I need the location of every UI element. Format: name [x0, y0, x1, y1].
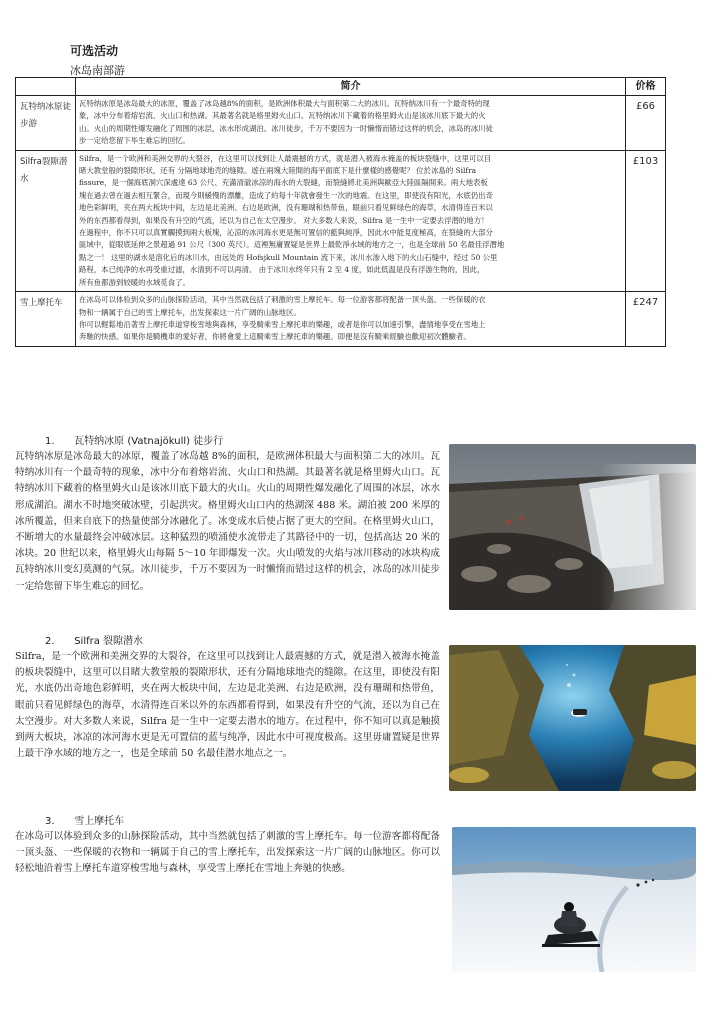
section-number: 2. — [45, 636, 55, 647]
section-number: 1. — [45, 436, 55, 447]
table-row — [16, 150, 666, 291]
section-silfra-diving — [15, 632, 440, 762]
table-row — [16, 292, 666, 347]
page-title: 可选活动 — [70, 44, 119, 58]
section-text: 在冰岛可以体验到众多的山脉探险活动，其中当然就包括了刺激的雪上摩托车。每一位游客都将配备一顶头盔、一些保暖的衣物和一辆属于自己的雪上摩托车，出发探索这一片广阔的山脉地区。你可以轻松地沿着雪上摩托车道穿梭雪地与森林，享受雪上摩托在雪地上奔驰的快感。 — [15, 831, 440, 875]
activity-name: 瓦特纳冰原徒步游 — [16, 96, 76, 151]
waterfall-photo — [449, 444, 696, 610]
snowmobile-photo — [452, 827, 696, 972]
section-text: Silfra，是一个欧洲和美洲交界的大裂谷，在这里可以找到让人最震撼的方式，就是潜入被海水掩盖的板块裂缝中，这里可以目睹大教堂般的裂隙形状，还有分隔地球地壳的缝隙。在这里，即使没有阳光，水底仍出奇地色彩鲜明，夹在两大板块中间，左边是北美洲、右边是欧洲，没有珊瑚和热带鱼，眼前只看见鲜绿色的海草，水清得连百米以外的东西都看得到，如果没有升空的气流，还以为自己在太空漫步。对大多数人来说，Silfra 是一生中一定要去潜水的地方。在过程中，你不知可以真是触摸到两大板块，冰凉的冰河海水更是无可置信的蓝与纯净，因此水中可视度极高。这里毋庸置疑是世界上最干净水域的地方之一，也是全球前 50 名最佳潜水地点之一。 — [15, 651, 440, 760]
header-price-col: 价格 — [626, 78, 666, 96]
table-header-row — [16, 78, 666, 96]
section-glacier-hike — [15, 432, 440, 595]
section-heading — [15, 812, 440, 827]
section-title: 瓦特纳冰原 (Vatnajökull) 徒步行 — [74, 436, 224, 447]
activities-table — [15, 77, 666, 347]
activity-price: £103 — [626, 150, 666, 291]
section-title: 雪上摩托车 — [74, 816, 125, 827]
activity-description: 在冰岛可以体验到众多的山脉探险活动，其中当然就包括了刺激的雪上摩托车。每一位游客都将配备一顶头盔、一些保暖的衣 物和一辆属于自己的雪上摩托车，出发探索这一片广阔的山脉地区。 你可以輕鬆地沿著雪上摩托車道穿梭雪地與森林，享受騎乘雪上摩托車的樂趣，或者是你可以加速引擎，盡情地享受在雪地上 奔馳的快感。如果你是騎機車的愛好者，你將會愛上這騎乘雪上摩托車的樂趣。即便是沒有騎乘經驗也歡迎初次體驗者。 — [76, 292, 626, 347]
header-name-col — [16, 78, 76, 96]
activity-description: Silfra，是一个欧洲和美洲交界的大裂谷，在这里可以找到让人最震撼的方式，就是潜入被海水掩盖的板块裂缝中，这里可以目 睹大教堂般的裂隙形状，还有 分隔地球地壳的缝隙。遊在兩塊大陸間的海平面底下是什麼樣的感覺呢？ 位於冰島的 Silfra fissure，是一個海底洞穴深處達 63 公尺、充滿清澈冰涼的海水的大裂縫，而裂縫將北美洲與歐亞大陸區隔開來。兩大地表板 塊在過去曾在過去相互緊合，而現今則緩慢的漂離，造成了約每十年就會發生一次的地震。在这里，即使没有阳光，水底仍出奇 地色彩鲜明，夹在两大板块中间，左边是北美洲、右边是欧洲，没有珊瑚和热带鱼，眼前只看见鲜绿色的海草，水清得连百米以 外的东西都看得到，如果没有升空的气流，还以为自己在太空漫步。 对大多数人来说，Silfra 是一生中一定要去浮潜的地方！ 在過程中，你不只可以真實觸摸到兩大板塊，沁涼的冰河海水更是無可置信的藍與純淨，因此水中能見度極高，在裂縫的大部分 區域中，從眼底延伸之景超過 91 公尺（300 英尺）。這裡無庸置疑是世界上最乾淨水域的地方之一，也是全球前 50 名最佳浮潛地 點之一！ 这里的湖水是溶化后的冰川水，由远处的 Hofsjkull Mountain 流下来，冰川水渗入地下的火山石缝中，经过 50 公里 路程，本已纯净的水再受重过滤，水清到不可以再清。 由于冰川水终年只有 2 至 4 度，如此低温是没有浮游生物的，因此， 所有鱼都游到较暖的水域觅食了。 — [76, 150, 626, 291]
activity-price: £247 — [626, 292, 666, 347]
section-heading — [15, 632, 440, 647]
section-heading — [15, 432, 440, 447]
activity-price: £66 — [626, 96, 666, 151]
section-snowmobile — [15, 812, 440, 878]
table-row — [16, 96, 666, 151]
diving-photo — [449, 645, 696, 791]
page-subtitle: 冰岛南部游 — [70, 64, 125, 77]
activity-description: 瓦特纳冰原是冰岛最大的冰原，覆盖了冰岛越8%的面积，是欧洲体积最大与面积第二大的冰川。瓦特纳冰川有一个最奇特的现 象，冰中分布着熔岩流、火山口和热湖。其最著名就是格里姆火山口。瓦特纳冰川下藏着的格里姆火山是该冰川底下最大的火 山。火山的周期性爆发融化了周围的冰层，冰水形成湖泊。冰川徒步，千万不要因为一时懒惰而错过这样的机会，冰岛的冰川徒 步一定给您留下毕生难忘的回忆。 — [76, 96, 626, 151]
section-text: 瓦特纳冰原是冰岛最大的冰原，覆盖了冰岛越 8%的面积，是欧洲体积最大与面积第二大的冰川。瓦特纳冰川有一个最奇特的现象，冰中分布着熔岩流、火山口和热湖。其最著名就是格里姆火山口。瓦特纳冰川下藏着的格里姆火山是该冰川底下最大的火山。火山的周期性爆发融化了周围的冰层，冰水形成湖泊。湖水不时地突破冰壁，引起洪灾。格里姆火山口内的热湖深 488 米。湖泊被 200 米厚的冰所覆盖，但来自底下的热量使部分冰融化了。冰变成水后使占据了更大的空间。在格里姆火山口，不断增大的水量最终会冲破冰层。这种猛烈的喷涌使水流带走了其路径中的一切，包括高达 20 米的冰块。20 世纪以来，格里姆火山每隔 5～10 年即爆发一次。火山喷发的火焰与冰川移动的冰块构成瓦特纳冰川变幻莫测的气氛。冰川徒步，千万不要因为一时懒惰而错过这样的机会，冰岛的冰川徒步一定给您留下毕生难忘的回忆。 — [15, 451, 440, 592]
activity-name: 雪上摩托车 — [16, 292, 76, 347]
header-desc-col: 简介 — [76, 78, 626, 96]
section-number: 3. — [45, 816, 55, 827]
section-title: Silfra 裂隙潜水 — [74, 636, 144, 647]
activity-name: Silfra裂隙潜水 — [16, 150, 76, 291]
